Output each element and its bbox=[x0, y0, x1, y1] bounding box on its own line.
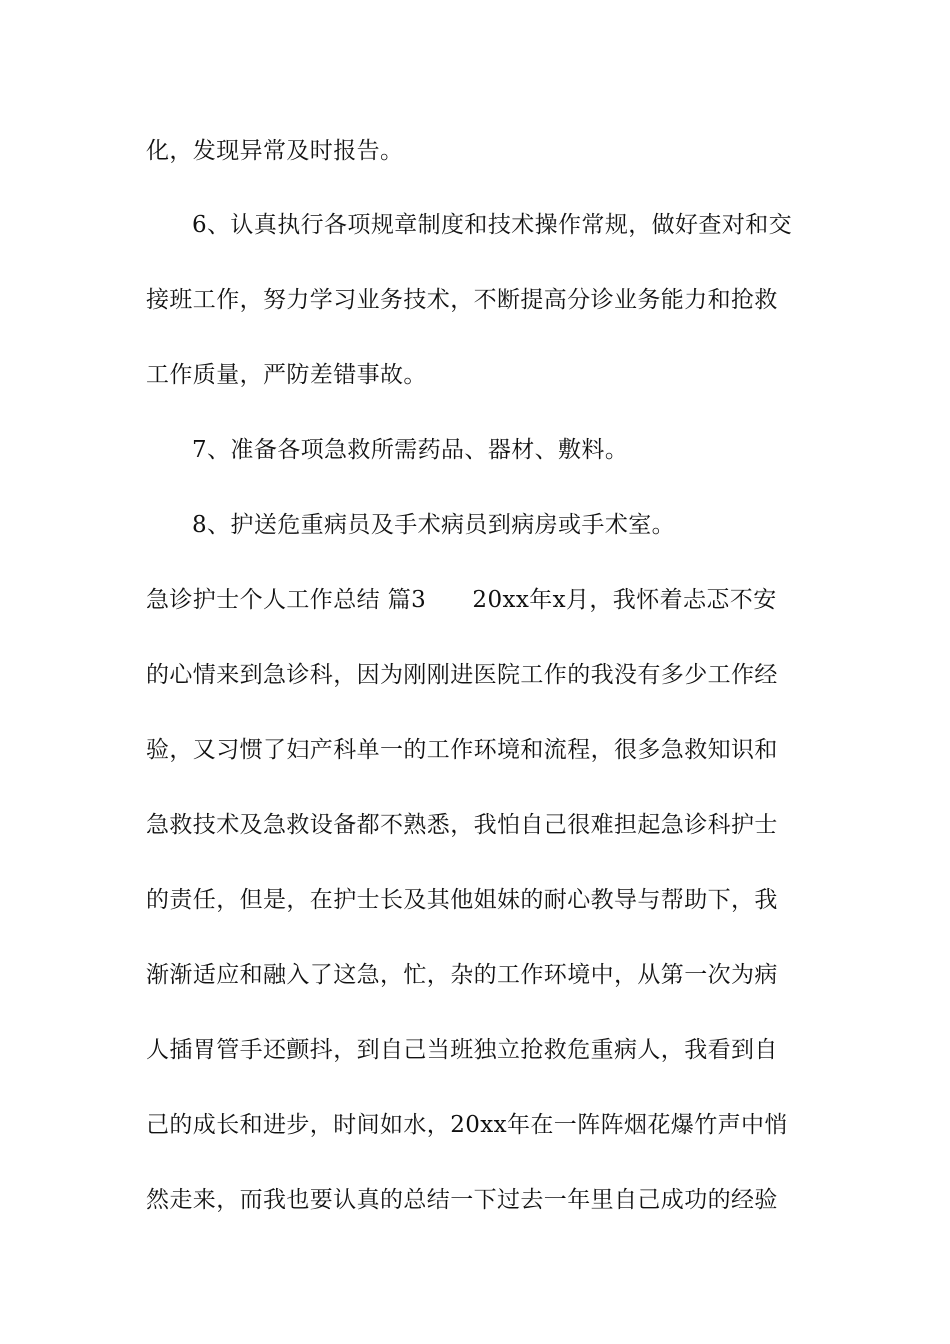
list-item-6: 6、认真执行各项规章制度和技术操作常规，做好查对和交 bbox=[192, 212, 793, 238]
section-heading-line: 急诊护士个人工作总结 篇3 20xx年x月，我怀着忐忑不安 bbox=[146, 587, 777, 613]
text-line: 接班工作，努力学习业务技术，不断提高分诊业务能力和抢救 bbox=[146, 287, 778, 313]
list-item-7: 7、准备各项急救所需药品、器材、敷料。 bbox=[192, 437, 629, 463]
text-line: 验，又习惯了妇产科单一的工作环境和流程，很多急救知识和 bbox=[146, 737, 778, 763]
text-line: 的心情来到急诊科，因为刚刚进医院工作的我没有多少工作经 bbox=[146, 662, 778, 688]
text-line: 化，发现异常及时报告。 bbox=[146, 138, 404, 164]
text-line: 己的成长和进步，时间如水，20xx年在一阵阵烟花爆竹声中悄 bbox=[146, 1112, 788, 1138]
text-line: 的责任，但是，在护士长及其他姐妹的耐心教导与帮助下，我 bbox=[146, 887, 778, 913]
text-line: 人插胃管手还颤抖，到自己当班独立抢救危重病人，我看到自 bbox=[146, 1037, 778, 1063]
text-line: 工作质量，严防差错事故。 bbox=[146, 362, 427, 388]
text-line: 然走来，而我也要认真的总结一下过去一年里自己成功的经验 bbox=[146, 1187, 778, 1213]
text-line: 急救技术及急救设备都不熟悉，我怕自己很难担起急诊科护士 bbox=[146, 812, 778, 838]
list-item-8: 8、护送危重病员及手术病员到病房或手术室。 bbox=[192, 512, 676, 538]
text-line: 渐渐适应和融入了这急，忙，杂的工作环境中，从第一次为病 bbox=[146, 962, 778, 988]
